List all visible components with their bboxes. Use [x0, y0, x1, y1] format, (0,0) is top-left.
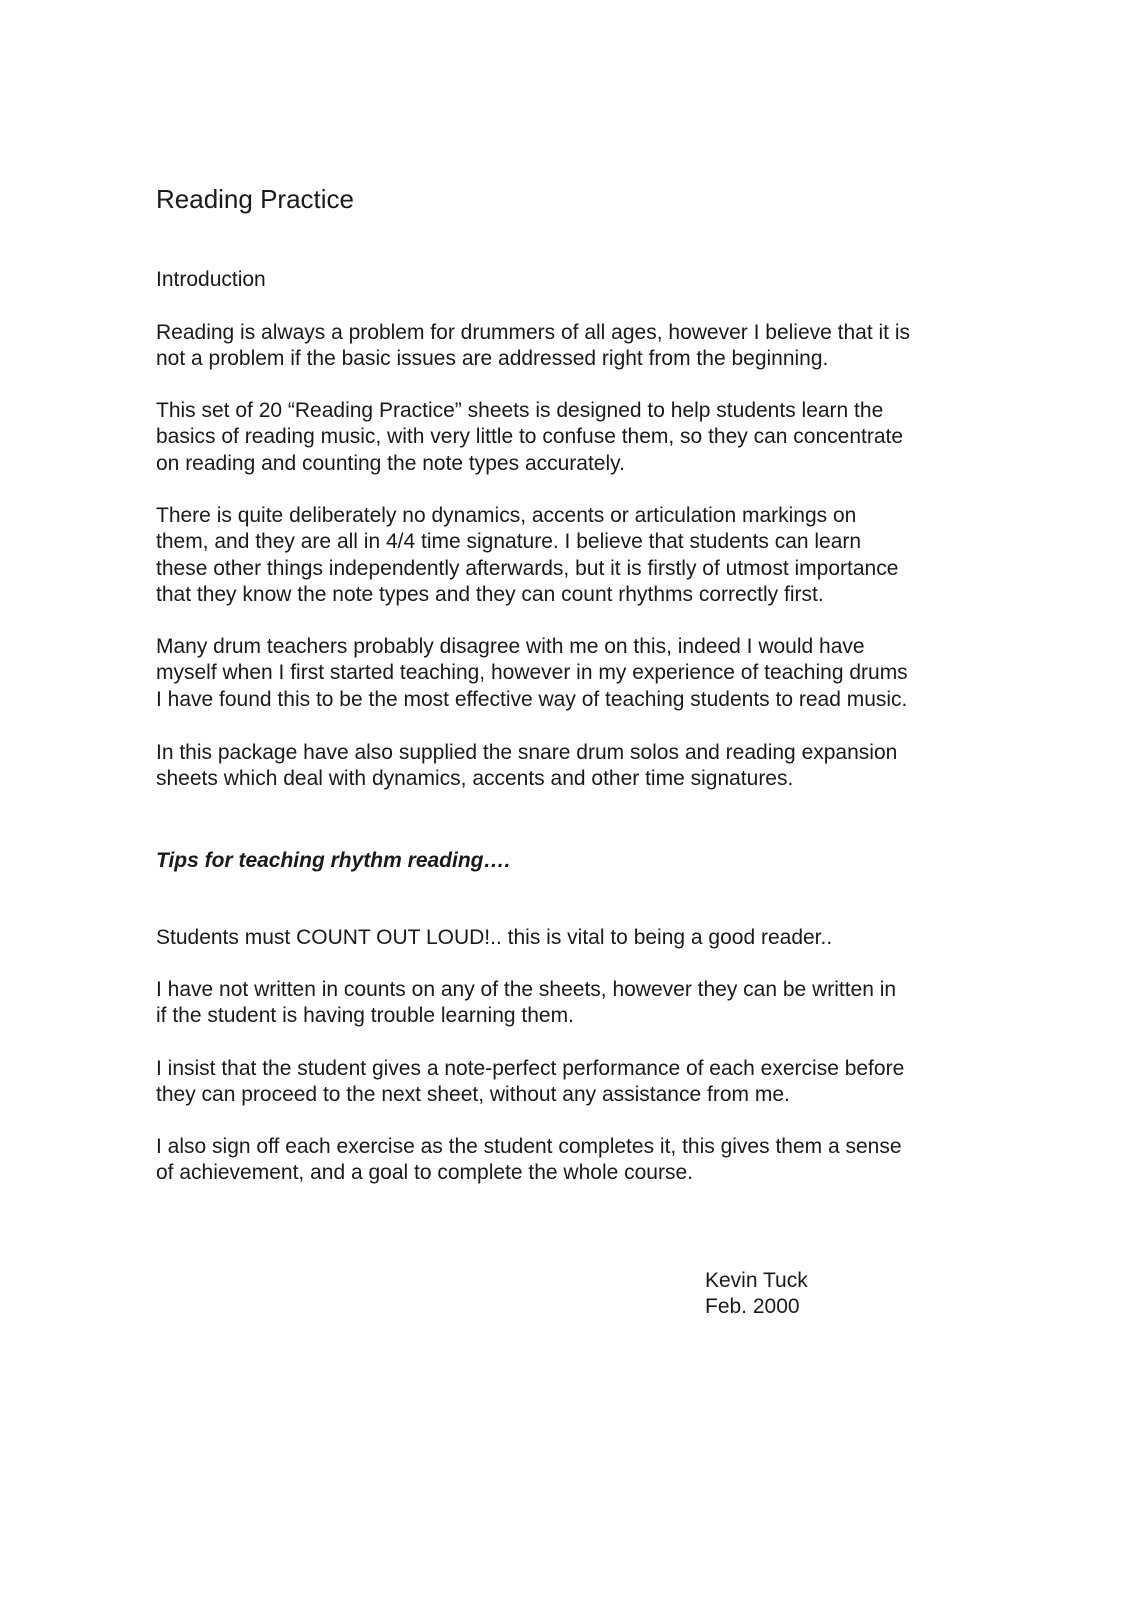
tips-paragraph-2: I have not written in counts on any of the sheets, however they can be written in if the student is having trouble learning them. — [156, 978, 897, 1028]
tips-paragraph-1: Students must COUNT OUT LOUD!.. this is vital to being a good reader.. — [156, 926, 833, 949]
author-name: Kevin Tuck — [705, 1269, 808, 1292]
introduction-heading: Introduction — [156, 268, 266, 291]
document-title: Reading Practice — [156, 184, 354, 214]
intro-paragraph-5: In this package have also supplied the snare drum solos and reading expansion sheets which deal with dynamics, accents and other time signatures. — [156, 741, 898, 791]
signature-block — [705, 1268, 808, 1321]
tips-paragraph-4: I also sign off each exercise as the student completes it, this gives them a sense of achievement, and a goal to complete the whole course. — [156, 1135, 902, 1185]
tips-heading: Tips for teaching rhythm reading…. — [156, 849, 511, 872]
intro-paragraph-3: There is quite deliberately no dynamics, accents or articulation markings on them, and they are all in 4/4 time signature. I believe that students can learn these other things independently afterwards, but it is firstly of utmost importance that they know the note types and they can count rhythms correctly first. — [156, 504, 899, 606]
intro-paragraph-1: Reading is always a problem for drummers of all ages, however I believe that it is not a problem if the basic issues are addressed right from the beginning. — [156, 321, 911, 371]
intro-paragraph-4: Many drum teachers probably disagree with me on this, indeed I would have myself when I first started teaching, however in my experience of teaching drums I have found this to be the most effective way of teaching students to read music. — [156, 635, 908, 711]
signature-date: Feb. 2000 — [705, 1295, 800, 1319]
tips-paragraph-3: I insist that the student gives a note-perfect performance of each exercise before they can proceed to the next sheet, without any assistance from me. — [156, 1057, 905, 1107]
intro-paragraph-2: This set of 20 “Reading Practice” sheets is designed to help students learn the basics of reading music, with very little to confuse them, so they can concentrate on reading and counting the note types accurately. — [156, 399, 904, 475]
